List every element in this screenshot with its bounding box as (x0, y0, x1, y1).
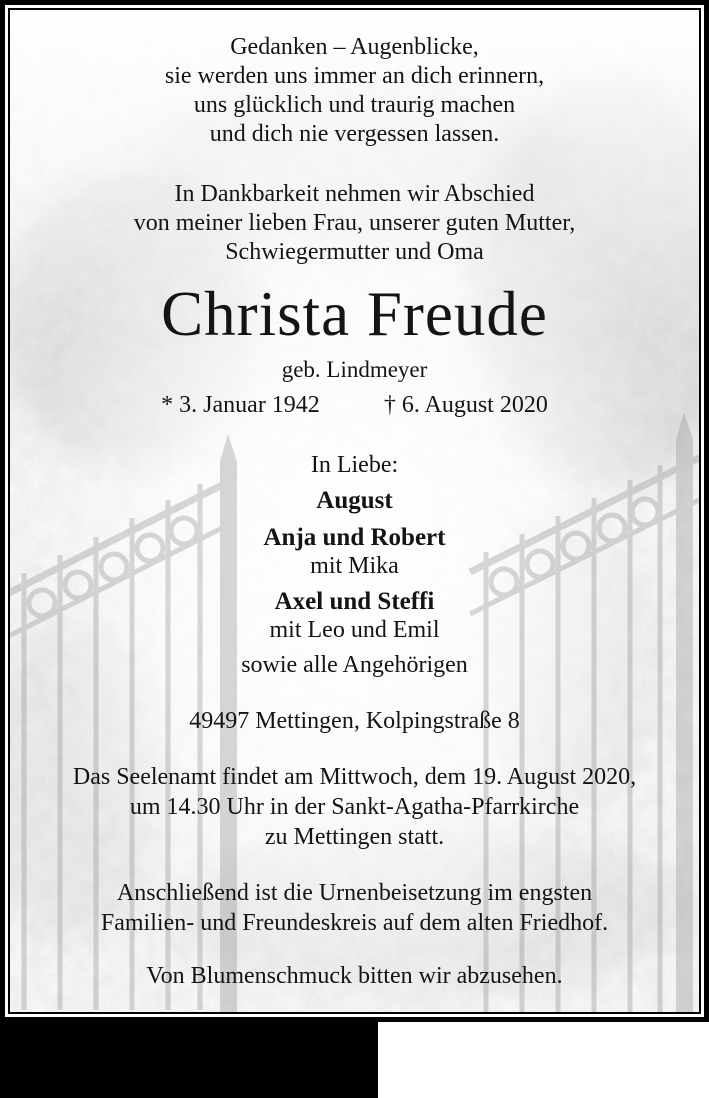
burial-line: Familien- und Freundeskreis auf dem alten Friedhof. (100, 910, 609, 936)
mourner-children: mit Leo und Emil (269, 617, 440, 643)
poem-line: und dich nie vergessen lassen. (209, 121, 500, 147)
flowers-request: Von Blumenschmuck bitten wir abzusehen. (146, 963, 563, 989)
burial-line: Anschließend ist die Urnenbeisetzung im engsten (116, 880, 593, 906)
poem-line: uns glücklich und traurig machen (193, 92, 516, 118)
salutation-in-liebe: In Liebe: (310, 452, 399, 478)
intro-line: In Dankbarkeit nehmen wir Abschied (174, 181, 535, 207)
intro-line: von meiner lieben Frau, unserer guten Mutter, (133, 210, 576, 236)
poem-line: sie werden uns immer an dich erinnern, (164, 63, 545, 89)
intro-line: Schwiegermutter und Oma (225, 239, 484, 265)
mourner-names: Axel und Steffi (274, 588, 435, 615)
service-line: Das Seelenamt findet am Mittwoch, dem 19. August 2020, (72, 764, 637, 790)
bottom-black-block (0, 1022, 378, 1098)
service-line: um 14.30 Uhr in der Sankt-Agatha-Pfarrkirche (129, 794, 580, 820)
farewell-intro (10, 180, 699, 267)
poem-line: Gedanken – Augenblicke, (230, 34, 479, 60)
service-info (10, 762, 699, 852)
notice-content (10, 10, 699, 1012)
life-dates (10, 391, 699, 420)
mourner-children: mit Mika (310, 553, 399, 579)
relatives-line: sowie alle Angehörigen (241, 652, 468, 678)
mourner-names: Anja und Robert (263, 524, 446, 551)
memorial-poem (10, 33, 699, 149)
card-frame-inner (8, 8, 701, 1014)
death-date: † 6. August 2020 (383, 392, 548, 418)
deceased-name: Christa Freude (161, 279, 548, 349)
birth-date: * 3. Januar 1942 (161, 392, 320, 418)
burial-info (10, 878, 699, 938)
maiden-name: geb. Lindmeyer (281, 357, 428, 382)
mourner-names: August (316, 487, 393, 514)
address-line: 49497 Mettingen, Kolpingstraße 8 (189, 708, 520, 734)
service-line: zu Mettingen statt. (264, 824, 445, 850)
